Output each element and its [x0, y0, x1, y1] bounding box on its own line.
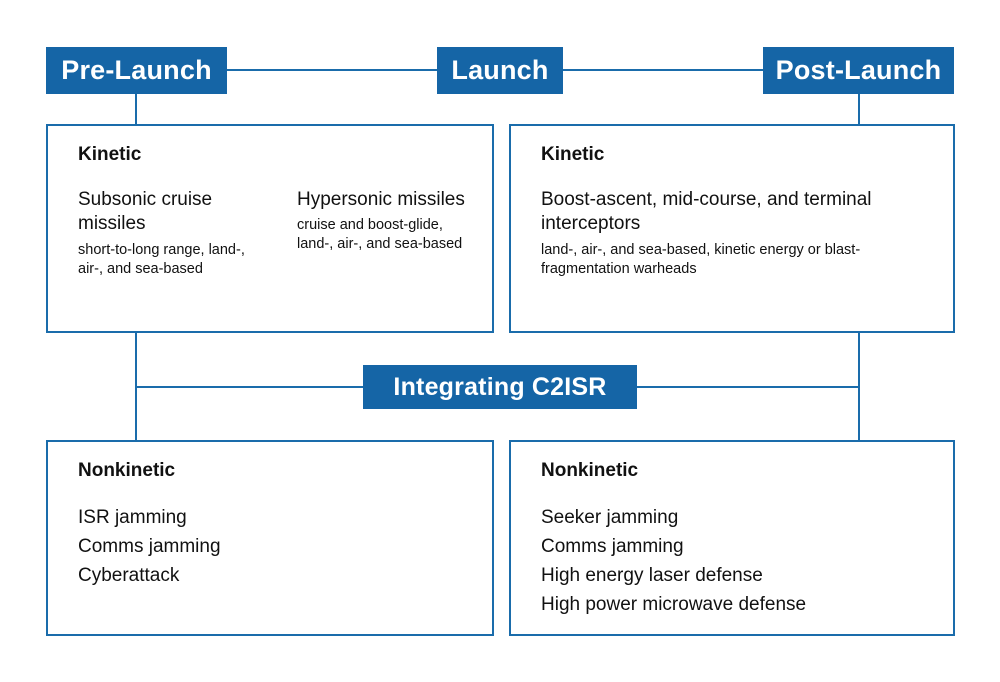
list-item: Comms jamming	[541, 535, 684, 557]
connector-prelaunch-to-launch	[226, 69, 438, 71]
connector-prelaunch-kinetic-down	[135, 332, 137, 387]
header-post-launch	[763, 47, 954, 94]
item-hypersonic-missiles-title: Hypersonic missiles	[297, 189, 465, 210]
list-item: Comms jamming	[78, 535, 221, 557]
item-subsonic-cruise-missiles	[78, 188, 249, 279]
box-pre-launch-kinetic-heading: Kinetic	[78, 144, 142, 165]
box-post-launch-nonkinetic	[509, 440, 955, 636]
item-hypersonic-missiles-subtitle: cruise and boost-glide, land-, air-, and sea-based	[297, 217, 463, 253]
item-subsonic-cruise-missiles-subtitle: short-to-long range, land-, air-, and sea-based	[78, 241, 245, 277]
box-post-launch-nonkinetic-heading: Nonkinetic	[541, 460, 639, 481]
pre-launch-nonkinetic-list	[78, 504, 468, 591]
header-post-launch-label: Post-Launch	[775, 55, 942, 85]
header-launch	[437, 47, 563, 94]
list-item: Cyberattack	[78, 564, 180, 586]
connector-postlaunch-down	[858, 93, 860, 125]
box-pre-launch-nonkinetic-heading: Nonkinetic	[78, 460, 176, 481]
item-hypersonic-missiles	[297, 188, 468, 279]
connector-c2isr-to-right	[636, 386, 859, 388]
connector-launch-to-postlaunch	[562, 69, 764, 71]
header-pre-launch	[46, 47, 227, 94]
header-integrating-c2isr-label: Integrating C2ISR	[393, 372, 607, 401]
item-interceptors-subtitle: land-, air-, and sea-based, kinetic energy or blast-fragmentation warheads	[541, 241, 861, 277]
box-pre-launch-nonkinetic	[46, 440, 494, 636]
connector-prelaunch-down	[135, 93, 137, 125]
list-item: ISR jamming	[78, 507, 187, 528]
header-pre-launch-label: Pre-Launch	[61, 55, 212, 85]
item-subsonic-cruise-missiles-title: Subsonic cruise missiles	[78, 189, 213, 235]
list-item: Seeker jamming	[541, 507, 679, 528]
box-pre-launch-kinetic	[46, 124, 494, 333]
box-post-launch-kinetic-heading: Kinetic	[541, 144, 605, 165]
list-item: High power microwave defense	[541, 593, 807, 615]
header-integrating-c2isr	[363, 365, 637, 409]
post-launch-nonkinetic-list	[541, 504, 929, 620]
connector-c2isr-to-prelaunch-nonkinetic	[135, 386, 137, 441]
connector-postlaunch-kinetic-down	[858, 332, 860, 387]
list-item: High energy laser defense	[541, 564, 763, 586]
connector-c2isr-to-postlaunch-nonkinetic	[858, 386, 860, 441]
header-launch-label: Launch	[451, 55, 549, 85]
item-interceptors-title: Boost-ascent, mid-course, and terminal interceptors	[541, 189, 872, 235]
item-interceptors	[541, 188, 929, 279]
box-post-launch-kinetic	[509, 124, 955, 333]
connector-left-to-c2isr	[135, 386, 364, 388]
